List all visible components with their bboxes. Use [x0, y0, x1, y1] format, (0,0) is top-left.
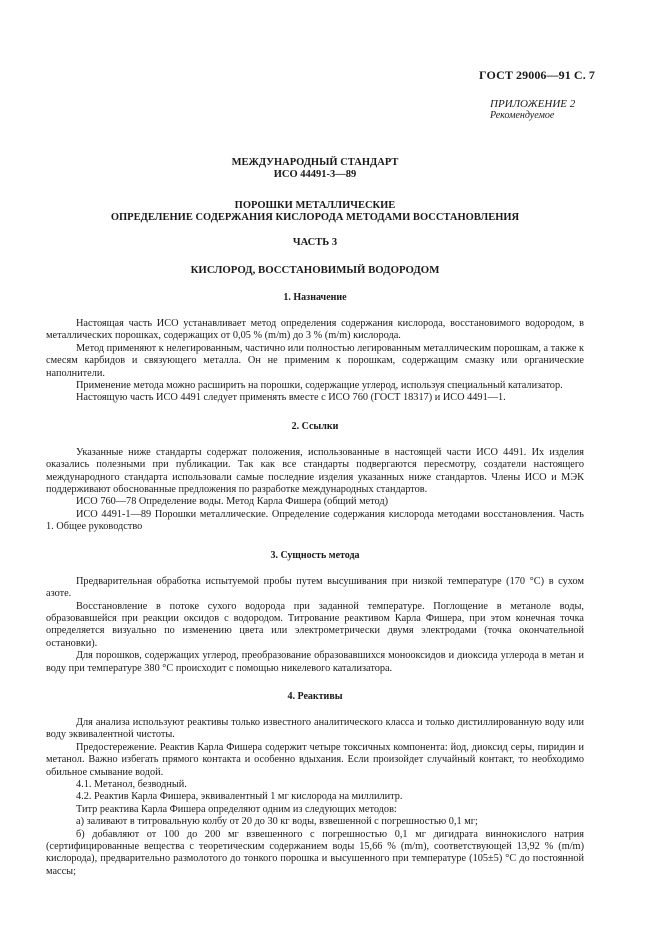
- paragraph: а) заливают в титровальную колбу от 20 до 30 кг воды, взвешенной с погрешностью 0,1 мг;: [76, 816, 478, 828]
- paragraph: Для порошков, содержащих углерод, преобразование образовавшихся монооксидов и диоксида углерода в метан и воду при температуре 380 °С происходит с помощью никелевого катализатора.: [46, 650, 584, 674]
- annex-status: Рекомендуемое: [490, 110, 555, 121]
- paragraph: 4.2. Реактив Карла Фишера, эквивалентный 1 мг кислорода на миллилитр.: [76, 791, 403, 803]
- section-heading: 1. Назначение: [283, 292, 347, 303]
- paragraph: ИСО 760—78 Определение воды. Метод Карла Фишера (общий метод): [76, 496, 389, 508]
- section-heading: 3. Сущность метода: [270, 549, 360, 561]
- paragraph: Предварительная обработка испытуемой пробы путем высушивания при низкой температуре (170 °С) в сухом азоте.: [46, 575, 584, 600]
- section-heading: 2. Ссылки: [291, 420, 339, 432]
- paragraph: Титр реактива Карла Фишера определяют одним из следующих методов:: [76, 803, 397, 815]
- paragraph: Указанные ниже стандарты содержат положения, использованные в настоящей части ИСО 4491. Их изделия оказались полезными при публикации. Так как все стандарты подвергаются пересмотру, создатели настоящего международного стандарта использовали самые последние изделия указанных ниже стандартов. Члены ИСО и МЭК поддерживают обоснованные предложения по разработке международных стандартов.: [46, 446, 584, 496]
- part-number: ЧАСТЬ 3: [292, 237, 338, 248]
- subject-title-line2: ОПРЕДЕЛЕНИЕ СОДЕРЖАНИЯ КИСЛОРОДА МЕТОДАМИ ВОССТАНОВЛЕНИЯ: [110, 212, 520, 223]
- iso-number: ИСО 44491-3—89: [273, 169, 357, 180]
- subject-title-line1: ПОРОШКИ МЕТАЛЛИЧЕСКИЕ: [234, 200, 396, 211]
- paragraph: Восстановление в потоке сухого водорода при заданной температуре. Поглощение в метаноле воды, образовавшейся при реакции оксидов с водородом. Титрование реактивом Карла Фишера, при этом конечная точка определяется визуально по изменению цвета или электрометрически двумя электродами (точка окончательной остановки).: [46, 600, 584, 649]
- paragraph: ИСО 4491-1—89 Порошки металлические. Определение содержания кислорода методами восстановления. Часть 1. Общее руководство: [46, 508, 584, 533]
- paragraph: Предостережение. Реактив Карла Фишера содержит четыре токсичных компонента: йод, диоксид серы, пиридин и метанол. Важно избегать прямого контакта и особенно вдыхания. Если произойдет случайный контакт, то необходимо обильное смывание водой.: [46, 741, 584, 778]
- part-title: КИСЛОРОД, ВОССТАНОВИМЫЙ ВОДОРОДОМ: [190, 264, 440, 276]
- paragraph: Настоящая часть ИСО устанавливает метод определения содержания кислорода, восстановимого водородом, в металлических порошках, содержащих от 0,05 % (m/m) до 3 % (m/m) кислорода.: [46, 318, 584, 342]
- paragraph: Метод применяют к нелегированным, частично или полностью легированным металлическим порошкам, а также к смесям карбидов и связующего металла. Он не применим к порошкам, содержащим смазку или органические наполнители.: [46, 342, 584, 379]
- paragraph: Применение метода можно расширить на порошки, содержащие углерод, используя специальный катализатор.: [76, 380, 563, 392]
- standard-title: МЕЖДУНАРОДНЫЙ СТАНДАРТ: [231, 157, 399, 168]
- paragraph: 4.1. Метанол, безводный.: [76, 778, 187, 790]
- document-reference: ГОСТ 29006—91 С. 7: [479, 68, 595, 82]
- section-heading: 4. Реактивы: [287, 690, 343, 702]
- annex-block: [490, 98, 575, 122]
- paragraph: Для анализа используют реактивы только известного аналитического класса и только дистиллированную воду или воду эквивалентной чистоты.: [46, 716, 584, 741]
- paragraph: Настоящую часть ИСО 4491 следует применять вместе с ИСО 760 (ГОСТ 18317) и ИСО 4491—1.: [76, 392, 506, 404]
- paragraph: б) добавляют от 100 до 200 мг взвешенного с погрешностью 0,1 мг дигидрата виннокислого натрия (сертифицированные вещества с теоретическим содержанием воды 15,66 % (m/m), соответствующей 13,92 % (m/m) кислорода), предварительно размолотого до тонкого порошка и высушенного при температуре (105±5) °С до постоянной массы;: [46, 828, 584, 877]
- annex-title: ПРИЛОЖЕНИЕ 2: [490, 98, 576, 110]
- document-body: [46, 155, 584, 878]
